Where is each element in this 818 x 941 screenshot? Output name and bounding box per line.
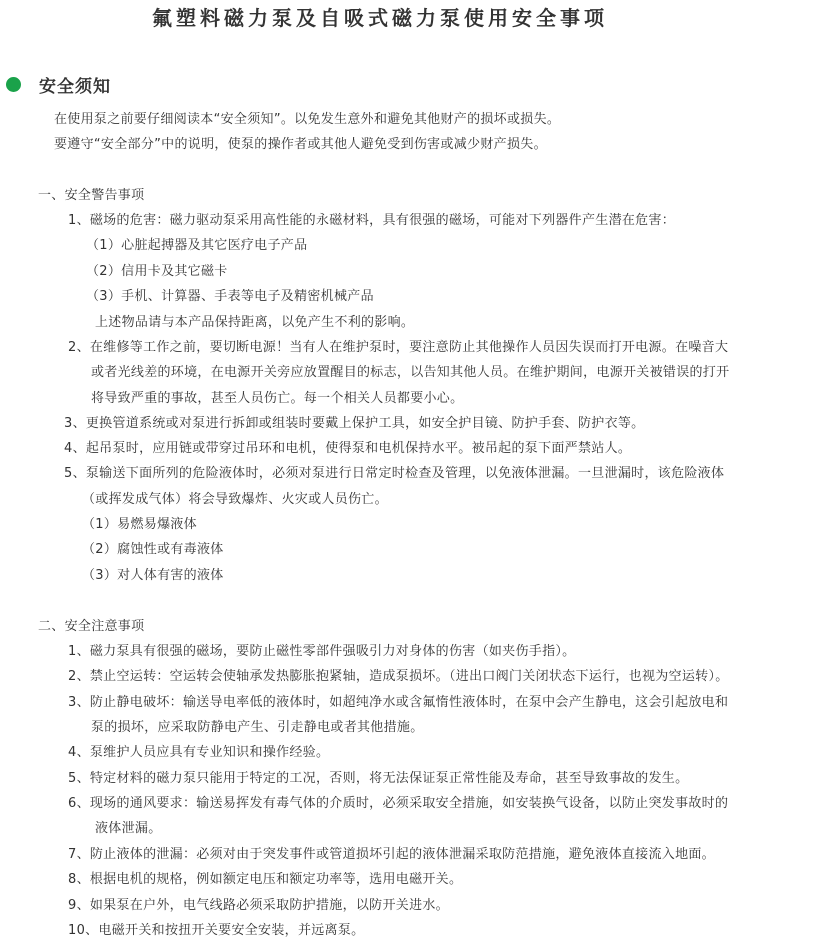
caution-item-cont: 泵的损坏，应采取防静电产生、引走静电或者其他措施。	[91, 720, 424, 735]
page-title: 氟塑料磁力泵及自吸式磁力泵使用安全事项	[152, 6, 608, 30]
warnings-heading: 一、安全警告事项	[38, 188, 145, 203]
caution-item: 4、泵维护人员应具有专业知识和操作经验。	[68, 745, 330, 760]
caution-item: 6、现场的通风要求：输送易挥发有毒气体的介质时，必须采取安全措施，如安装换气设备，以防止突发事故时的	[68, 796, 729, 811]
warning-item: 2、在维修等工作之前，要切断电源！当有人在维护泵时，要注意防止其他操作人员因失误而打开电源。在噪音大	[68, 340, 729, 355]
intro-line: 要遵守“安全部分”中的说明，使泵的操作者或其他人避免受到伤害或减少财产损失。	[54, 137, 547, 152]
warning-subitem: （2）腐蚀性或有毒液体	[82, 542, 224, 557]
intro-line: 在使用泵之前要仔细阅读本“安全须知”。以免发生意外和避免其他财产的损坏或损失。	[54, 112, 561, 127]
caution-item-cont: 液体泄漏。	[95, 821, 162, 836]
warning-item: 3、更换管道系统或对泵进行拆卸或组装时要戴上保护工具，如安全护目镜、防护手套、防护衣等。	[64, 416, 645, 431]
warning-item-cont: 将导致严重的事故，甚至人员伤亡。每一个相关人员都要小心。	[91, 391, 464, 406]
warning-subitem: （1）心脏起搏器及其它医疗电子产品	[86, 238, 308, 253]
bullet-dot-icon	[6, 77, 21, 92]
warning-note: 上述物品请与本产品保持距离，以免产生不利的影响。	[95, 315, 415, 330]
caution-item: 9、如果泵在户外，电气线路必须采取防护措施，以防开关进水。	[68, 898, 449, 913]
warning-item: 5、泵输送下面所列的危险液体时，必须对泵进行日常定时检查及管理，以免液体泄漏。一旦泄漏时，该危险液体	[64, 466, 725, 481]
warning-item-cont: 或者光线差的环境，在电源开关旁应放置醒目的标志，以告知其他人员。在维护期间，电源开关被错误的打开	[91, 365, 730, 380]
caution-item: 10、电磁开关和按扭开关要安全安装，并远离泵。	[68, 923, 365, 938]
section-title: 安全须知	[39, 76, 111, 97]
caution-item: 3、防止静电破坏：输送导电率低的液体时，如超纯净水或含氟惰性液体时，在泵中会产生静电，这会引起放电和	[68, 695, 729, 710]
warning-item-cont: （或挥发成气体）将会导致爆炸、火灾或人员伤亡。	[82, 492, 388, 507]
caution-item: 7、防止液体的泄漏：必须对由于突发事件或管道损坏引起的液体泄漏采取防范措施，避免液体直接流入地面。	[68, 847, 715, 862]
caution-item: 8、根据电机的规格，例如额定电压和额定功率等，选用电磁开关。	[68, 872, 463, 887]
warning-subitem: （2）信用卡及其它磁卡	[86, 264, 228, 279]
warning-subitem: （1）易燃易爆液体	[82, 517, 197, 532]
caution-item: 1、磁力泵具有很强的磁场，要防止磁性零部件强吸引力对身体的伤害（如夹伤手指）。	[68, 644, 576, 659]
caution-item: 2、禁止空运转：空运转会使轴承发热膨胀抱紧轴，造成泵损坏。（进出口阀门关闭状态下运行，也视为空运转）。	[68, 669, 729, 684]
caution-item: 5、特定材料的磁力泵只能用于特定的工况，否则，将无法保证泵正常性能及寿命，甚至导致事故的发生。	[68, 771, 689, 786]
cautions-heading: 二、安全注意事项	[38, 619, 145, 634]
section-heading	[6, 72, 111, 96]
warning-subitem: （3）对人体有害的液体	[82, 568, 224, 583]
warning-item: 4、起吊泵时，应用链或带穿过吊环和电机，使得泵和电机保持水平。被吊起的泵下面严禁站人。	[64, 441, 632, 456]
warning-item: 1、磁场的危害：磁力驱动泵采用高性能的永磁材料，具有很强的磁场，可能对下列器件产生潜在危害：	[68, 213, 676, 228]
warning-subitem: （3）手机、计算器、手表等电子及精密机械产品	[86, 289, 374, 304]
